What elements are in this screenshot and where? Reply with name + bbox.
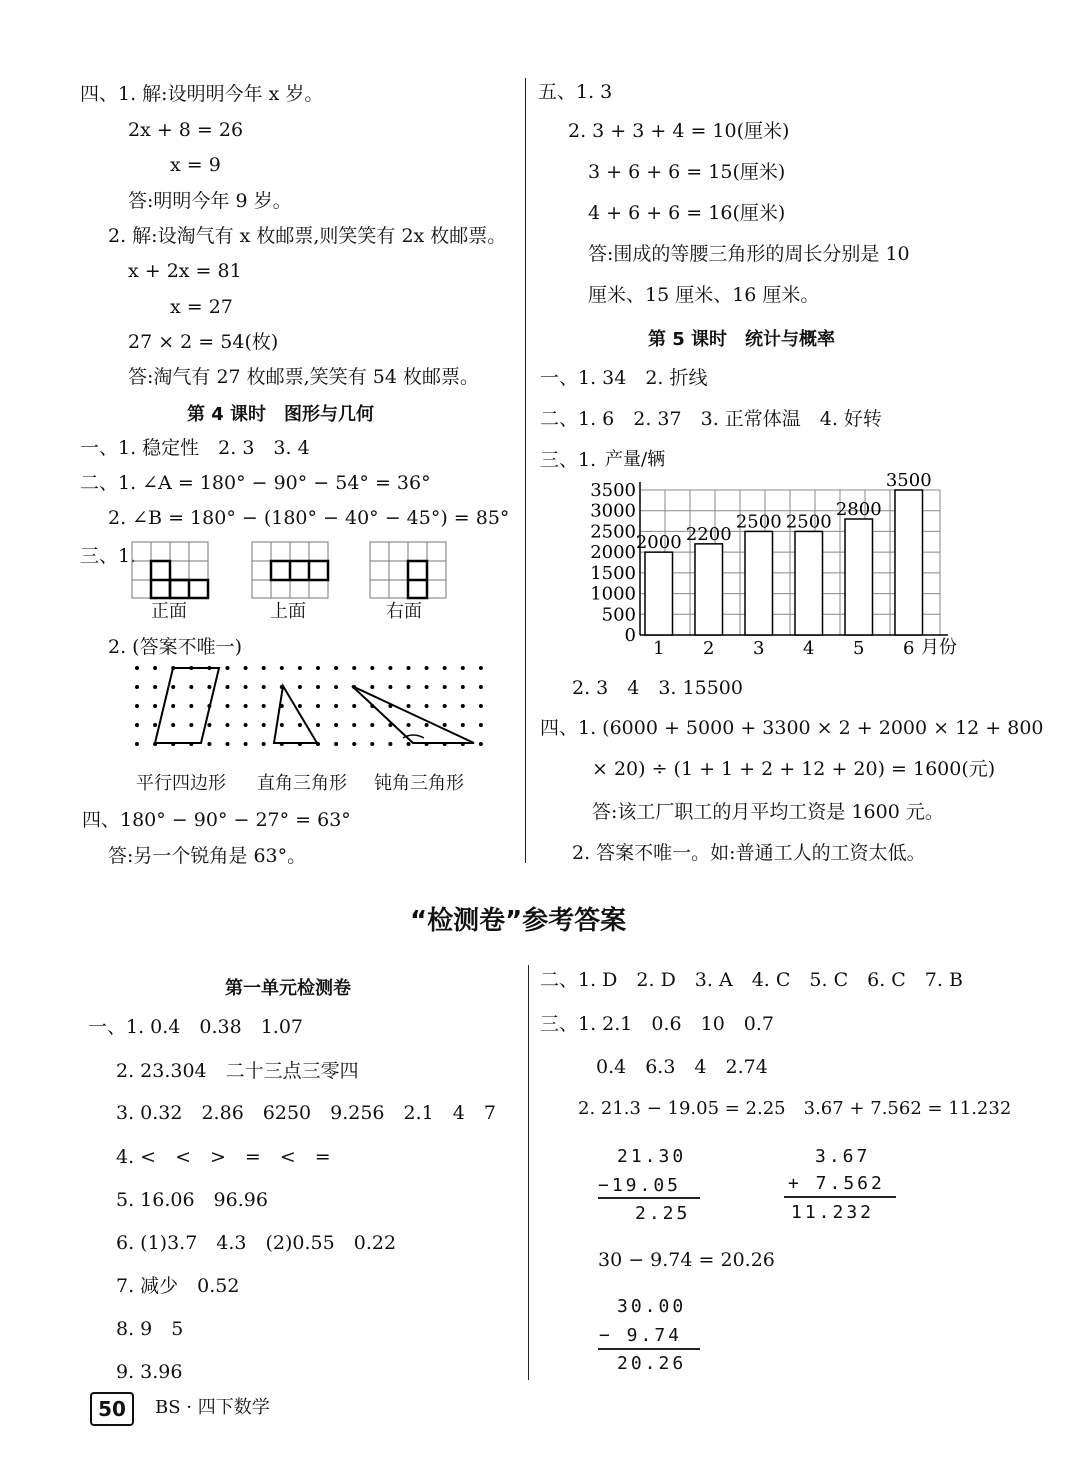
shape-label-right-triangle: 直角三角形 [257, 773, 347, 794]
grid-dot [226, 685, 230, 689]
grid-dot [171, 685, 175, 689]
view-label-top: 上面 [270, 601, 306, 622]
s5-line4: 答:围成的等腰三角形的周长分别是 10 [588, 243, 910, 265]
s4-eq1: 2x + 8 = 26 [128, 119, 244, 141]
grid-dot [135, 742, 139, 746]
grid-dot [135, 704, 139, 708]
r3-label: 三、1. [540, 449, 597, 471]
grid-dot [352, 742, 356, 746]
grid-dot [316, 723, 320, 727]
grid-dot [226, 723, 230, 727]
grid-dot [352, 723, 356, 727]
s4b-answer: 答:另一个锐角是 63°。 [108, 845, 307, 867]
chart-xlabel: 月份 [921, 637, 957, 658]
grid-dot [189, 723, 193, 727]
chart-ytick-label: 1000 [590, 583, 636, 605]
grid-dot [461, 704, 465, 708]
grid-dot [443, 666, 447, 670]
lesson4-title: 第 4 课时 图形与几何 [187, 404, 375, 425]
grid-dot [407, 704, 411, 708]
u1-line1: 一、1. 0.4 0.38 1.07 [88, 1016, 303, 1038]
chart-data-label: 2200 [685, 523, 732, 545]
grid-dot [407, 666, 411, 670]
calc1-result: 2.25 [635, 1203, 691, 1224]
chart-bar [795, 531, 823, 635]
grid-dot [189, 685, 193, 689]
grid-dot [461, 723, 465, 727]
r1-line: 一、1. 34 2. 折线 [540, 367, 708, 389]
grid-dot [370, 742, 374, 746]
u1-line5: 5. 16.06 96.96 [116, 1189, 268, 1211]
s4-eq5: 27 × 2 = 54(枚) [128, 331, 279, 353]
s5-line2: 3 + 6 + 6 = 15(厘米) [588, 161, 786, 183]
chart-ytick-label: 0 [624, 625, 636, 646]
r4-line3: 答:该工厂职工的月平均工资是 1600 元。 [592, 801, 944, 823]
s4-q1: 四、1. 解:设明明今年 x 岁。 [80, 83, 324, 105]
calc2-top: 3.67 [815, 1146, 871, 1167]
parallelogram-shape [155, 668, 219, 743]
s5-line1: 2. 3 + 3 + 4 = 10(厘米) [568, 120, 790, 142]
column-divider-top [525, 78, 526, 863]
u1-line4: 4. < < > = < = [116, 1146, 331, 1168]
grid-dot [226, 666, 230, 670]
grid-dot [334, 723, 338, 727]
grid-dot [207, 742, 211, 746]
dot-grid-figure [128, 662, 484, 752]
calc1-rule [598, 1197, 700, 1199]
grid-dot [425, 704, 429, 708]
chart-data-label: 2800 [835, 499, 882, 520]
grid-dot [479, 742, 483, 746]
grid-dot [262, 742, 266, 746]
calc2-rule [784, 1196, 896, 1198]
chart-ytick-label: 2000 [590, 542, 636, 564]
grid-dot [298, 685, 302, 689]
grid-dot [334, 704, 338, 708]
top-view-shape [271, 561, 328, 580]
grid-dot [407, 742, 411, 746]
grid-dot [280, 666, 284, 670]
grid-dot [135, 723, 139, 727]
r4-line1: 四、1. (6000 + 5000 + 3300 × 2 + 2000 × 12 + 800 [540, 717, 1044, 739]
grid-dot [407, 685, 411, 689]
grid-dot [262, 666, 266, 670]
view-label-front: 正面 [151, 601, 187, 622]
calc2-add: + 7.562 [788, 1173, 885, 1194]
grid-dot [316, 685, 320, 689]
s4-eq4: x = 27 [170, 296, 233, 318]
grid-dot [153, 685, 157, 689]
grid-dot [370, 723, 374, 727]
r4-line4: 2. 答案不唯一。如:普通工人的工资太低。 [572, 842, 926, 864]
grid-dot [479, 723, 483, 727]
s2-line2: 2. ∠B = 180° − (180° − 40° − 45°) = 85° [108, 507, 510, 529]
s3-q2: 2. (答案不唯一) [108, 636, 242, 658]
chart-bar [645, 552, 673, 635]
unit1-title: 第一单元检测卷 [225, 978, 351, 999]
grid-dot [461, 666, 465, 670]
chart-bar [845, 519, 873, 635]
grid-dot [262, 723, 266, 727]
grid-dot [262, 685, 266, 689]
grid-dot [298, 666, 302, 670]
grid-dot [153, 723, 157, 727]
s5-line3: 4 + 6 + 6 = 16(厘米) [588, 202, 786, 224]
grid-dot [244, 704, 248, 708]
chart-data-label: 3500 [885, 470, 932, 491]
grid-dot [352, 704, 356, 708]
grid-dot [461, 685, 465, 689]
grid-dot [171, 704, 175, 708]
s4-q2: 2. 解:设淘气有 x 枚邮票,则笑笑有 2x 枚邮票。 [108, 225, 507, 247]
grid-dot [207, 685, 211, 689]
chart-ytick-label: 1500 [590, 562, 636, 584]
grid-dot [352, 666, 356, 670]
grid-dot [189, 704, 193, 708]
u1r-line3: 0.4 6.3 4 2.74 [596, 1056, 768, 1078]
s4-eq2: x = 9 [170, 154, 221, 176]
u1r-line2: 三、1. 2.1 0.6 10 0.7 [540, 1013, 774, 1035]
grid-dot [298, 723, 302, 727]
calc3-result: 20.26 [617, 1353, 687, 1374]
grid-dot [226, 742, 230, 746]
s3-label: 三、1. [80, 545, 137, 567]
grid-dot [207, 723, 211, 727]
chart-bar [745, 531, 773, 635]
grid-dot [298, 704, 302, 708]
chart-bar [695, 544, 723, 635]
chart-xtick-label: 6 [903, 638, 915, 659]
chart-xtick-label: 5 [853, 638, 865, 659]
grid-dot [135, 685, 139, 689]
grid-dot [407, 723, 411, 727]
u1r-line1: 二、1. D 2. D 3. A 4. C 5. C 6. C 7. B [540, 969, 963, 991]
side-view-shape [408, 561, 427, 598]
grid-dot [425, 666, 429, 670]
chart-ytick-label: 2500 [590, 521, 636, 543]
s5-q1: 五、1. 3 [538, 81, 613, 103]
grid-dot [388, 685, 392, 689]
grid-dot [479, 704, 483, 708]
grid-dot [316, 704, 320, 708]
chart-bar [895, 490, 923, 635]
calc3-sub: − 9.74 [599, 1325, 683, 1346]
chart-xtick-label: 2 [703, 638, 715, 659]
u1-line2: 2. 23.304 二十三点三零四 [116, 1060, 359, 1082]
s1-line: 一、1. 稳定性 2. 3 3. 4 [80, 437, 310, 459]
grid-dot [425, 685, 429, 689]
footer-text: BS · 四下数学 [155, 1397, 270, 1418]
grid-dot [388, 742, 392, 746]
grid-dot [334, 666, 338, 670]
chart-data-label: 2500 [735, 511, 782, 533]
grid-dot [388, 666, 392, 670]
u1-line3: 3. 0.32 2.86 6250 9.256 2.1 4 7 [116, 1102, 496, 1124]
calc1-top: 21.30 [617, 1146, 687, 1167]
u1r-line4: 2. 21.3 − 19.05 = 2.25 3.67 + 7.562 = 11.232 [578, 1098, 1012, 1119]
grid-dot [244, 723, 248, 727]
chart-ytick-label: 500 [601, 604, 636, 626]
grid-dot [153, 704, 157, 708]
s5-line5: 厘米、15 厘米、16 厘米。 [588, 284, 820, 306]
chart-ytick-label: 3000 [590, 500, 636, 522]
grid-dot [479, 685, 483, 689]
s4-ans2: 答:淘气有 27 枚邮票,笑笑有 54 枚邮票。 [128, 366, 479, 388]
u1-line6: 6. (1)3.7 4.3 (2)0.55 0.22 [116, 1232, 397, 1254]
grid-dot [153, 666, 157, 670]
grid-dot [244, 666, 248, 670]
s4-eq3: x + 2x = 81 [128, 260, 242, 282]
grid-dot [443, 723, 447, 727]
u1-line8: 8. 9 5 [116, 1318, 184, 1340]
r2-line: 二、1. 6 2. 37 3. 正常体温 4. 好转 [540, 408, 882, 430]
calc1-sub: −19.05 [598, 1175, 682, 1196]
shape-label-obtuse-triangle: 钝角三角形 [374, 773, 464, 794]
chart-data-label: 2500 [785, 511, 832, 533]
grid-dot [479, 666, 483, 670]
chart-data-label: 2000 [635, 532, 682, 554]
s4-ans1: 答:明明今年 9 岁。 [128, 190, 292, 212]
calc2-result: 11.232 [791, 1202, 875, 1223]
chart-xtick-label: 3 [753, 638, 765, 659]
view-label-side: 右面 [386, 601, 422, 622]
chart-xtick-label: 1 [653, 638, 665, 659]
r4-line2: × 20) ÷ (1 + 1 + 2 + 12 + 20) = 1600(元) [592, 758, 996, 780]
column-divider-bottom [528, 965, 529, 1380]
grid-dot [443, 685, 447, 689]
grid-dot [370, 685, 374, 689]
chart-xtick-label: 4 [803, 638, 815, 659]
chart-ytick-label: 3500 [590, 480, 636, 501]
u1r-line5: 30 − 9.74 = 20.26 [598, 1249, 775, 1271]
main-title: “检测卷”参考答案 [410, 906, 627, 936]
chart-ylabel: 产量/辆 [605, 449, 666, 470]
front-view-shape [151, 561, 208, 598]
grid-dot [226, 704, 230, 708]
production-bar-chart [585, 440, 985, 665]
page-number-box [90, 1392, 134, 1426]
grid-dot [334, 742, 338, 746]
grid-dot [316, 666, 320, 670]
grid-dot [171, 723, 175, 727]
u1-line9: 9. 3.96 [116, 1361, 183, 1383]
grid-dot [244, 742, 248, 746]
u1-line7: 7. 减少 0.52 [116, 1275, 240, 1297]
grid-dot [280, 723, 284, 727]
grid-dot [334, 685, 338, 689]
lesson5-title: 第 5 课时 统计与概率 [648, 329, 836, 350]
s2-line1: 二、1. ∠A = 180° − 90° − 54° = 36° [80, 472, 431, 494]
s4b-line: 四、180° − 90° − 27° = 63° [82, 809, 351, 831]
calc3-rule [598, 1348, 700, 1350]
calc3-top: 30.00 [617, 1296, 687, 1317]
grid-dot [244, 685, 248, 689]
grid-dot [135, 666, 139, 670]
grid-dot [370, 666, 374, 670]
grid-dot [443, 704, 447, 708]
grid-dot [425, 723, 429, 727]
grid-dot [262, 704, 266, 708]
page-number: 50 [98, 1397, 126, 1421]
shape-label-parallelogram: 平行四边形 [136, 773, 226, 794]
right-triangle-shape [274, 686, 317, 743]
r3-q2: 2. 3 4 3. 15500 [572, 677, 743, 699]
